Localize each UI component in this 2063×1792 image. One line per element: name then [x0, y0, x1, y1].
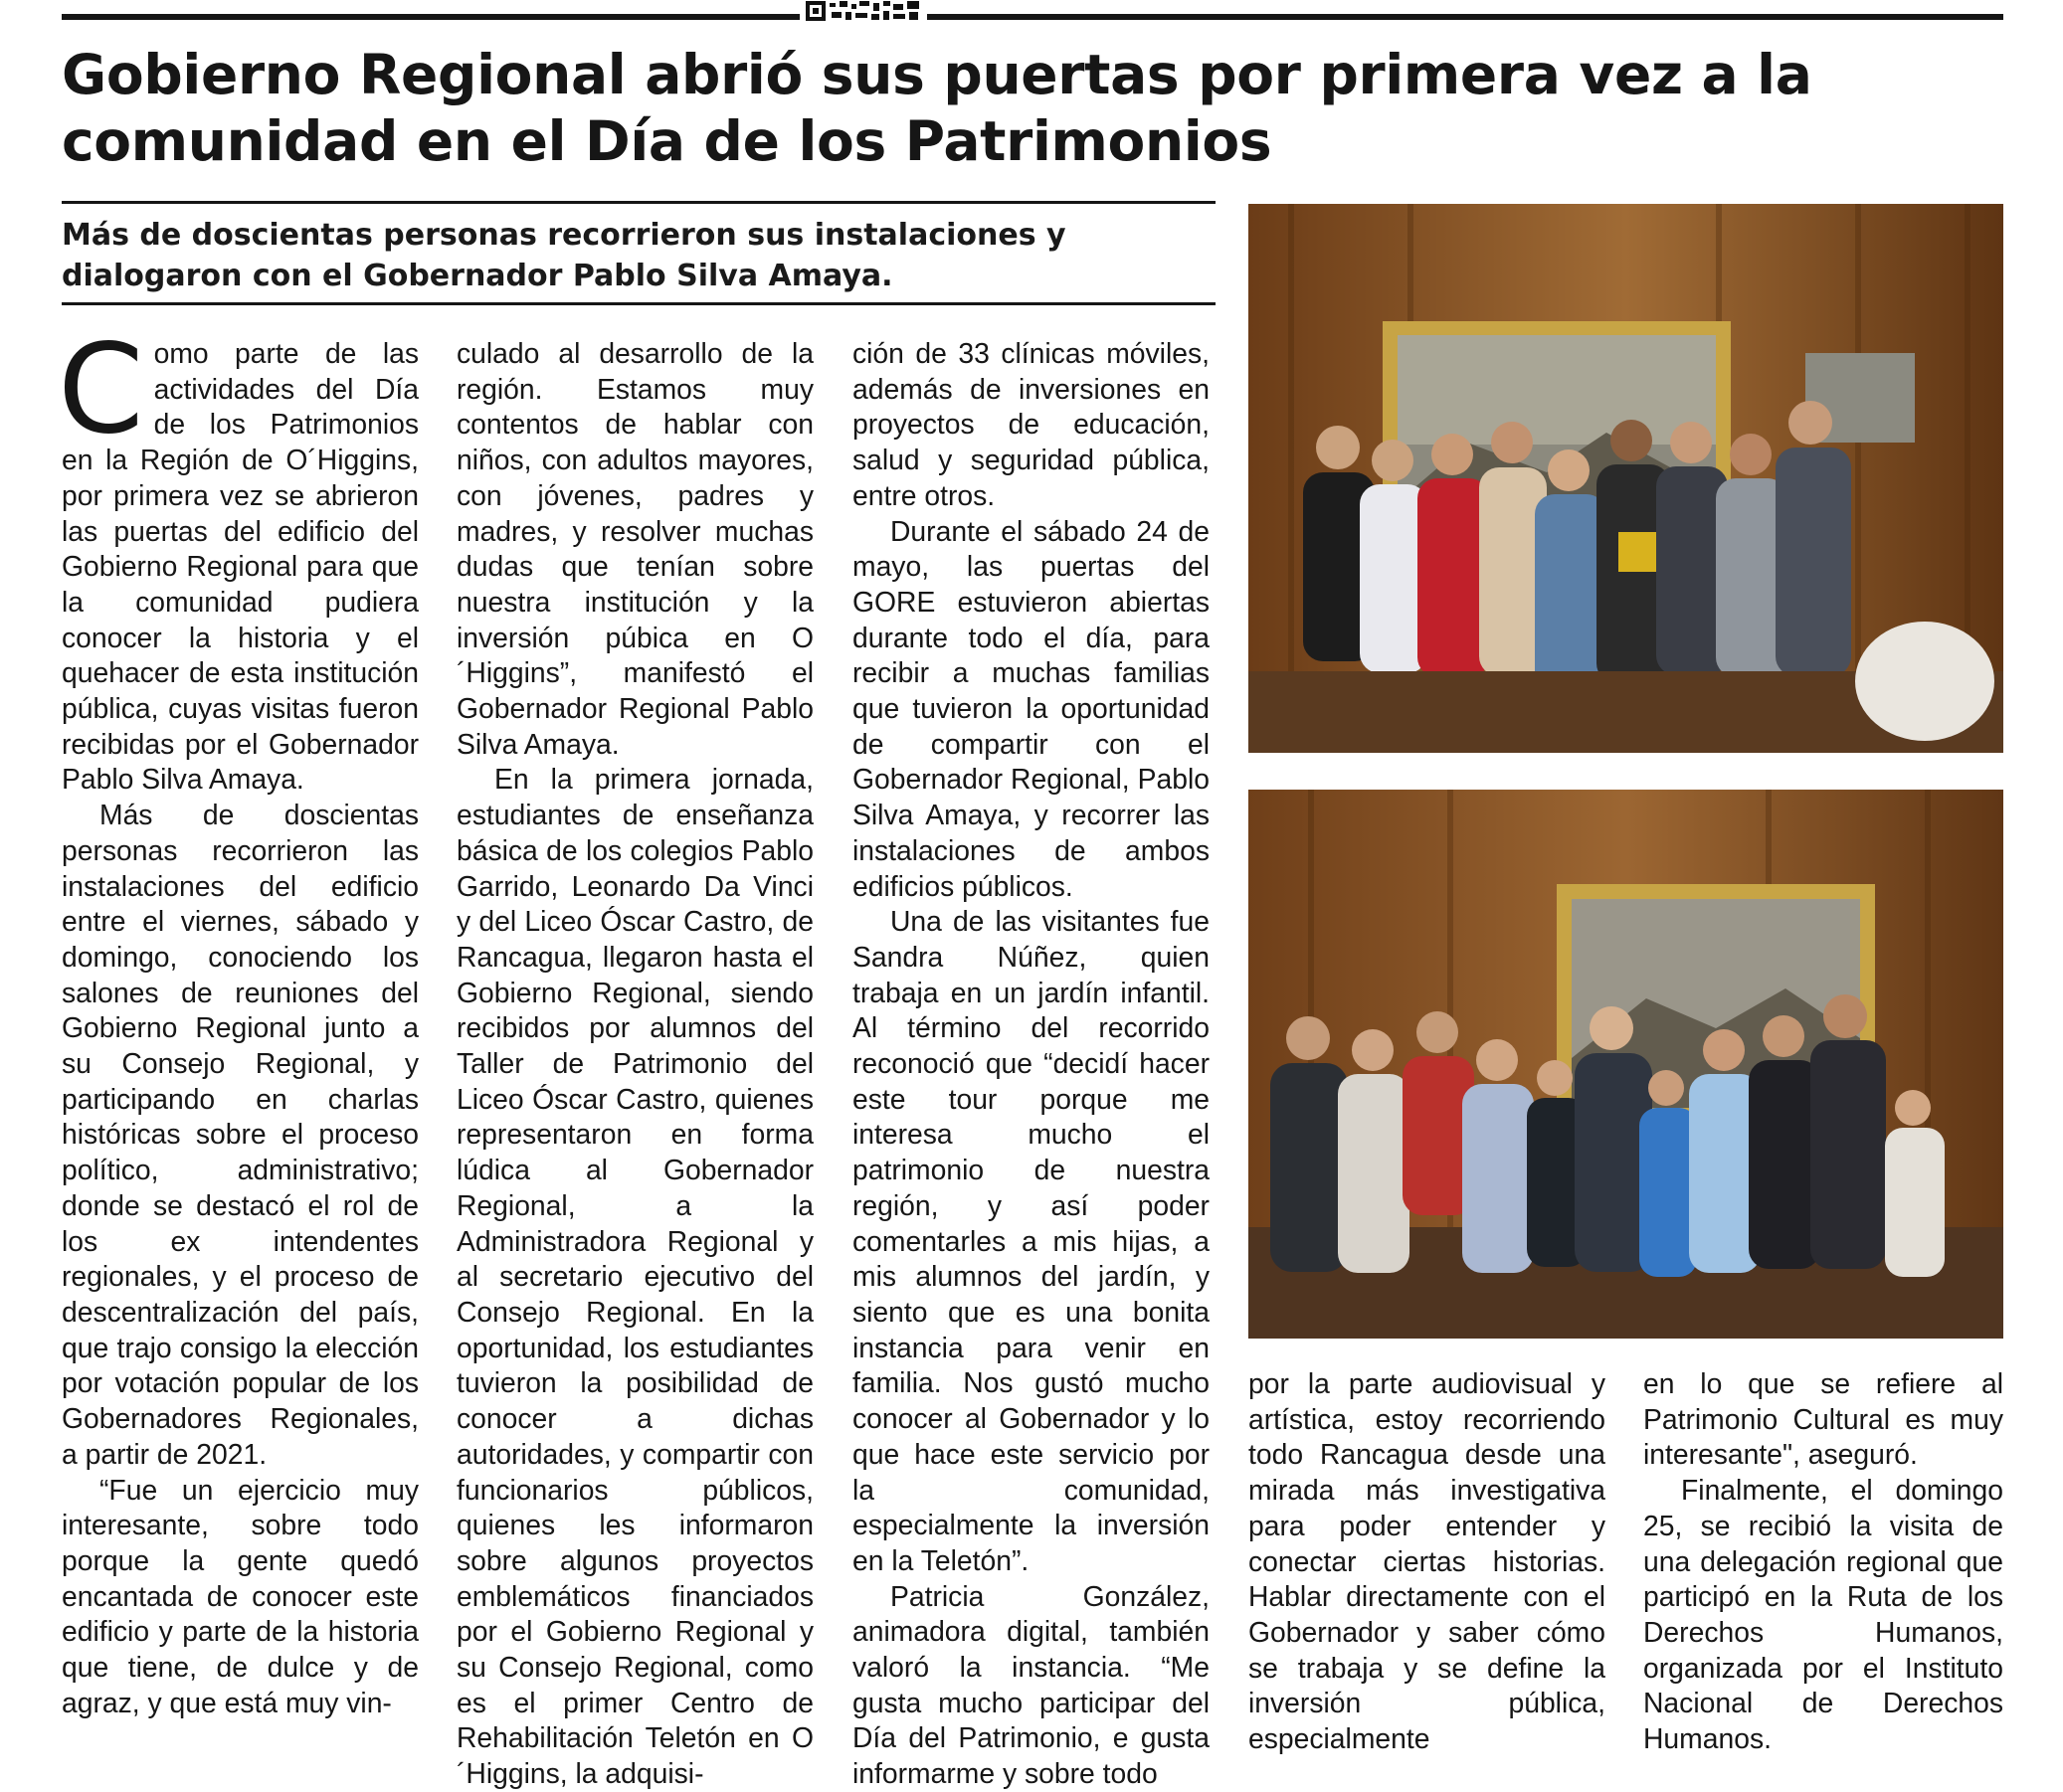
- paragraph: Patricia González, animadora digital, también valoró la instancia. “Me gusta mucho participar del Día del Patrimonio, e gusta informarme y sobre todo: [852, 1579, 1210, 1790]
- article-column-2: [457, 336, 814, 1792]
- article-headline: Gobierno Regional abrió sus puertas por primera vez a la comunidad en el Día de los Patrimonios: [62, 43, 1812, 173]
- article-column-3: [852, 336, 1210, 1792]
- paragraph: “Fue un ejercicio muy interesante, sobre todo porque la gente quedó encantada de conocer este edificio y parte de la historia que tiene, de dulce y de agraz, y que está muy vin-: [62, 1473, 419, 1718]
- paragraph: en lo que se refiere al Patrimonio Cultural es muy interesante", aseguró.: [1643, 1367, 2003, 1471]
- paragraph: Finalmente, el domingo 25, se recibió la visita de una delegación regional que participó en la Ruta de los Derechos Humanos, organizada por el Instituto Nacional de Derechos Humanos.: [1643, 1474, 2003, 1755]
- subhead-bottom-rule: [62, 302, 1216, 305]
- paragraph: Más de doscientas personas recorrieron las instalaciones del edificio entre el viernes, sábado y domingo, conociendo los salones de reuniones del Gobierno Regional junto a su Consejo Regional, y participando en charlas históricas sobre el proceso político, administrativo; donde se destacó el rol de los ex intendentes regionales, y el proceso de descentralización del país, que trajo consigo la elección por votación popular de los Gobernadores Regionales, a partir de 2021.: [62, 799, 419, 1470]
- paragraph: En la primera jornada, estudiantes de enseñanza básica de los colegios Pablo Garrido, Leonardo Da Vinci y del Liceo Óscar Castro, de Rancagua, llegaron hasta el Gobierno Regional, siendo recibidos por alumnos del Taller de Patrimonio del Liceo Óscar Castro, quienes representaron en forma lúdica al Gobernador Regional, a la Administradora Regional y al secretario ejecutivo del Consejo Regional. En la oportunidad, los estudiantes tuvieron la posibilidad de conocer a dichas autoridades, y compartir con funcionarios públicos, quienes les informaron sobre algunos proyectos emblemáticos financiados por el Gobierno Regional y su Consejo Regional, como es el primer Centro de Rehabilitación Teletón en O´Higgins, la adquisi-: [457, 763, 814, 1790]
- paragraph: culado al desarrollo de la región. Estamos muy contentos de hablar con niños, con adultos mayores, con jóvenes, padres y madres, y resolver muchas dudas que tenían sobre nuestra institución y la inversión púbica en O´Higgins”, manifestó el Gobernador Regional Pablo Silva Amaya.: [457, 337, 814, 760]
- drop-cap: C: [58, 318, 144, 461]
- paragraph: Una de las visitantes fue Sandra Núñez, quien trabaja en un jardín infantil. Al término del recorrido reconoció que “decidí hacer este tour porque me interesa mucho el patrimonio de nuestra región, y así poder comentarles a mis hijas, a mis alumnos del jardín, y siento que es una bonita instancia para venir en familia. Nos gustó mucho conocer al Gobernador y lo que hace este servicio por la comunidad, especialmente la inversión en la Teletón”.: [852, 905, 1210, 1576]
- subhead-top-rule: [62, 201, 1216, 204]
- qr-code-icon: [804, 0, 921, 22]
- article-column-4: [1248, 1366, 1605, 1757]
- paragraph: Durante el sábado 24 de mayo, las puertas del GORE estuvieron abiertas durante todo el día, para recibir a muchas familias que tuvieron la oportunidad de compartir con el Gobernador Regional, Pablo Silva Amaya, y recorrer las instalaciones de ambos edificios públicos.: [852, 514, 1210, 902]
- article-column-5: [1643, 1366, 2003, 1757]
- paragraph: Como parte de las actividades del Día de los Patrimonios en la Región de O´Higgins, por primera vez se abrieron las puertas del edificio del Gobierno Regional para que la comunidad pudiera conocer la historia y el quehacer de esta institución pública, cuyas visitas fueron recibidas por el Gobernador Pablo Silva Amaya.: [58, 318, 419, 796]
- masthead-rule-left: [62, 14, 800, 20]
- masthead-rule-right: [927, 14, 2003, 20]
- article-subheadline: Más de doscientas personas recorrieron sus instalaciones y dialogaron con el Gobernador Pablo Silva Amaya.: [62, 218, 1066, 293]
- paragraph: ción de 33 clínicas móviles, además de inversiones en proyectos de educación, salud y seguridad pública, entre otros.: [852, 337, 1210, 511]
- photo-group-visitors-1: [1248, 204, 2003, 753]
- paragraph: por la parte audiovisual y artística, estoy recorriendo todo Rancagua desde una mirada más investigativa para poder entender y conectar ciertas historias. Hablar directamente con el Gobernador y saber cómo se trabaja y se define la inversión pública, especialmente: [1248, 1367, 1605, 1755]
- photo-group-visitors-2: [1248, 790, 2003, 1339]
- article-column-1: [58, 318, 419, 1720]
